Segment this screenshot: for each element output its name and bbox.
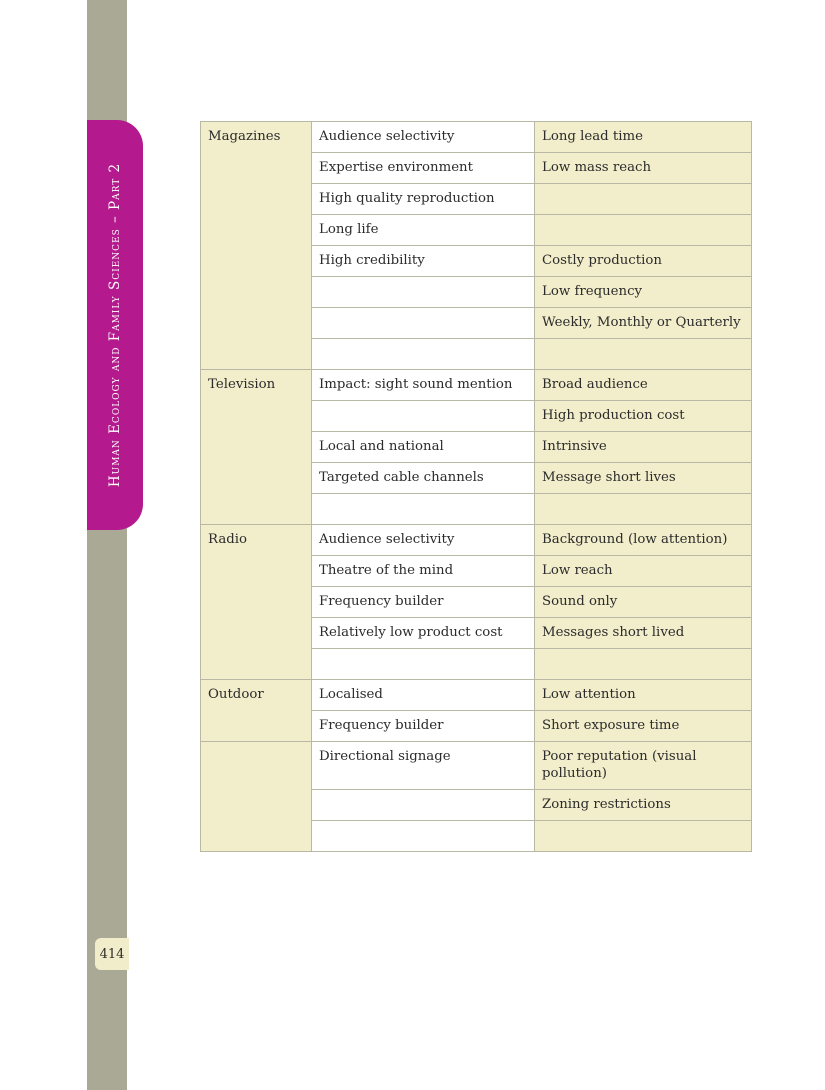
advantage-cell bbox=[312, 339, 535, 370]
advantage-cell: Impact: sight sound mention bbox=[312, 370, 535, 401]
advantage-cell: Theatre of the mind bbox=[312, 556, 535, 587]
disadvantage-cell: Low frequency bbox=[535, 277, 752, 308]
table-row bbox=[201, 680, 752, 711]
disadvantage-cell bbox=[535, 494, 752, 525]
disadvantage-cell: Long lead time bbox=[535, 122, 752, 153]
advantage-cell bbox=[312, 790, 535, 821]
advantage-cell: Audience selectivity bbox=[312, 122, 535, 153]
advantage-cell bbox=[312, 401, 535, 432]
disadvantage-cell: Poor reputation (visual pollution) bbox=[535, 742, 752, 790]
table-row bbox=[201, 525, 752, 556]
disadvantage-cell: High production cost bbox=[535, 401, 752, 432]
media-cell: Television bbox=[201, 370, 312, 525]
disadvantage-cell: Messages short lived bbox=[535, 618, 752, 649]
media-cell: Outdoor bbox=[201, 680, 312, 742]
disadvantage-cell bbox=[535, 339, 752, 370]
disadvantage-cell bbox=[535, 184, 752, 215]
disadvantage-cell: Zoning restrictions bbox=[535, 790, 752, 821]
advantage-cell: Targeted cable channels bbox=[312, 463, 535, 494]
table-row bbox=[201, 370, 752, 401]
disadvantage-cell: Short exposure time bbox=[535, 711, 752, 742]
advantage-cell: Long life bbox=[312, 215, 535, 246]
disadvantage-cell: Sound only bbox=[535, 587, 752, 618]
disadvantage-cell: Low attention bbox=[535, 680, 752, 711]
advantage-cell: Directional signage bbox=[312, 742, 535, 790]
disadvantage-cell: Background (low attention) bbox=[535, 525, 752, 556]
advantage-cell bbox=[312, 821, 535, 852]
advantage-cell: Frequency builder bbox=[312, 587, 535, 618]
disadvantage-cell bbox=[535, 215, 752, 246]
disadvantage-cell: Message short lives bbox=[535, 463, 752, 494]
advantage-cell: Local and national bbox=[312, 432, 535, 463]
advantage-cell: High credibility bbox=[312, 246, 535, 277]
table-row bbox=[201, 742, 752, 790]
media-comparison-table bbox=[200, 121, 752, 852]
advantage-cell: Localised bbox=[312, 680, 535, 711]
media-cell: Radio bbox=[201, 525, 312, 680]
advantage-cell bbox=[312, 494, 535, 525]
disadvantage-cell: Weekly, Monthly or Quarterly bbox=[535, 308, 752, 339]
table-row bbox=[201, 122, 752, 153]
disadvantage-cell: Costly production bbox=[535, 246, 752, 277]
disadvantage-cell: Intrinsive bbox=[535, 432, 752, 463]
disadvantage-cell bbox=[535, 821, 752, 852]
advantage-cell bbox=[312, 277, 535, 308]
disadvantage-cell: Broad audience bbox=[535, 370, 752, 401]
advantage-cell: High quality reproduction bbox=[312, 184, 535, 215]
advantage-cell bbox=[312, 308, 535, 339]
advantage-cell: Expertise environment bbox=[312, 153, 535, 184]
disadvantage-cell: Low reach bbox=[535, 556, 752, 587]
book-title: Human Ecology and Family Sciences – Part 2 bbox=[107, 162, 123, 488]
advantage-cell: Relatively low product cost bbox=[312, 618, 535, 649]
advantage-cell: Audience selectivity bbox=[312, 525, 535, 556]
media-cell: Magazines bbox=[201, 122, 312, 370]
disadvantage-cell: Low mass reach bbox=[535, 153, 752, 184]
media-cell bbox=[201, 742, 312, 852]
advantage-cell bbox=[312, 649, 535, 680]
advantage-cell: Frequency builder bbox=[312, 711, 535, 742]
disadvantage-cell bbox=[535, 649, 752, 680]
page-number: 414 bbox=[95, 938, 129, 970]
